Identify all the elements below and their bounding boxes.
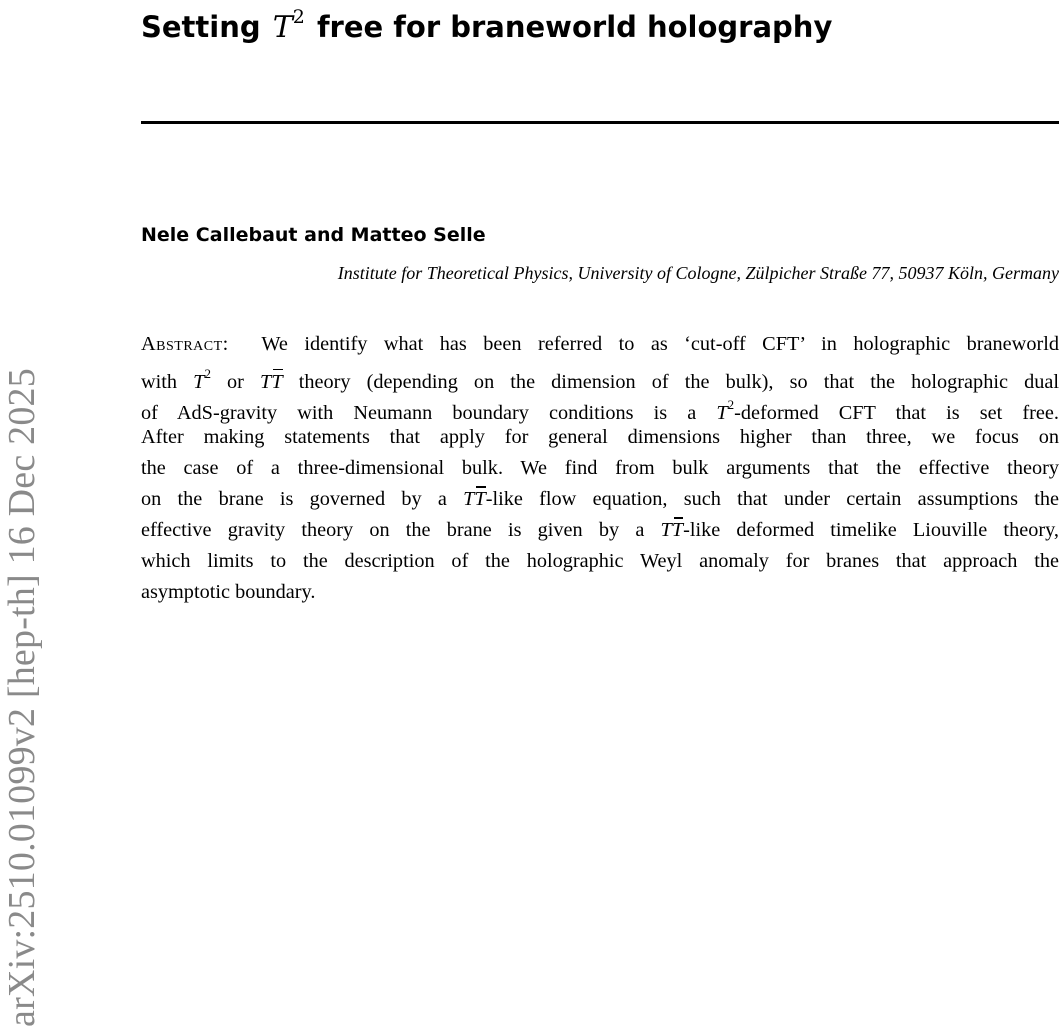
abstract-line bbox=[141, 546, 1059, 577]
abstract bbox=[141, 329, 1059, 608]
abstract-line bbox=[141, 515, 1059, 546]
title-suffix: free for braneworld holography bbox=[306, 10, 833, 44]
inline-math: TT bbox=[661, 519, 684, 541]
math-superscript: 2 bbox=[727, 397, 735, 412]
paper-title bbox=[141, 0, 832, 48]
math-superscript: 2 bbox=[204, 366, 211, 381]
abstract-text: theory (depending on the dimension of the bulk), so that the holographic dual bbox=[282, 370, 1059, 393]
inline-math: $T^2$ bbox=[193, 366, 211, 393]
abstract-line bbox=[141, 329, 1059, 360]
abstract-text: After making statements that apply for general dimensions higher than three, we focus on bbox=[141, 426, 1059, 448]
author-list: Nele Callebaut and Matteo Selle bbox=[141, 224, 486, 246]
abstract-text: the case of a three-dimensional bulk. We find from bulk arguments that the effective theory bbox=[141, 457, 1059, 479]
abstract-text: effective gravity theory on the brane is given by a bbox=[141, 519, 661, 541]
inline-math: $T^2$ bbox=[716, 397, 735, 424]
title-math-superscript: 2 bbox=[292, 6, 305, 28]
arxiv-identifier-stamp: arXiv:2510.01099v2 [hep-th] 16 Dec 2025 bbox=[1, 368, 43, 1027]
inline-math: TT bbox=[463, 488, 486, 510]
abstract-text: -like deformed timelike Liouville theory, bbox=[683, 519, 1059, 541]
inline-math: TT bbox=[260, 371, 283, 393]
math-bar-symbol: T bbox=[672, 515, 683, 546]
abstract-text: asymptotic boundary. bbox=[141, 581, 316, 603]
abstract-text: We identify what has been referred to as ‘cut-off CFT’ in holographic braneworld bbox=[261, 333, 1059, 355]
abstract-text: on the brane is governed by a bbox=[141, 488, 464, 510]
abstract-line bbox=[141, 453, 1059, 484]
abstract-text: of AdS-gravity with Neumann boundary conditions is a bbox=[141, 401, 717, 424]
abstract-line bbox=[141, 360, 1059, 391]
abstract-line bbox=[141, 422, 1059, 453]
title-prefix: Setting bbox=[141, 10, 271, 44]
math-bar-symbol: T bbox=[271, 367, 282, 398]
abstract-line bbox=[141, 484, 1059, 515]
abstract-text: -deformed CFT that is set free. bbox=[734, 401, 1059, 424]
affiliation: Institute for Theoretical Physics, University of Cologne, Zülpicher Straße 77, 50937 Köln, Germany bbox=[337, 263, 1059, 283]
abstract-text: with bbox=[141, 370, 194, 393]
abstract-label: Abstract: bbox=[141, 333, 229, 355]
title-math-symbol: $T^2$ bbox=[272, 6, 305, 45]
abstract-body bbox=[141, 329, 1059, 608]
abstract-line bbox=[141, 577, 1059, 608]
abstract-text: -like flow equation, such that under certain assumptions the bbox=[485, 488, 1059, 510]
math-bar-symbol: T bbox=[474, 484, 485, 515]
abstract-text: or bbox=[210, 370, 261, 393]
title-rule bbox=[141, 121, 1059, 124]
abstract-text: which limits to the description of the holographic Weyl anomaly for branes that approach the bbox=[141, 550, 1059, 572]
